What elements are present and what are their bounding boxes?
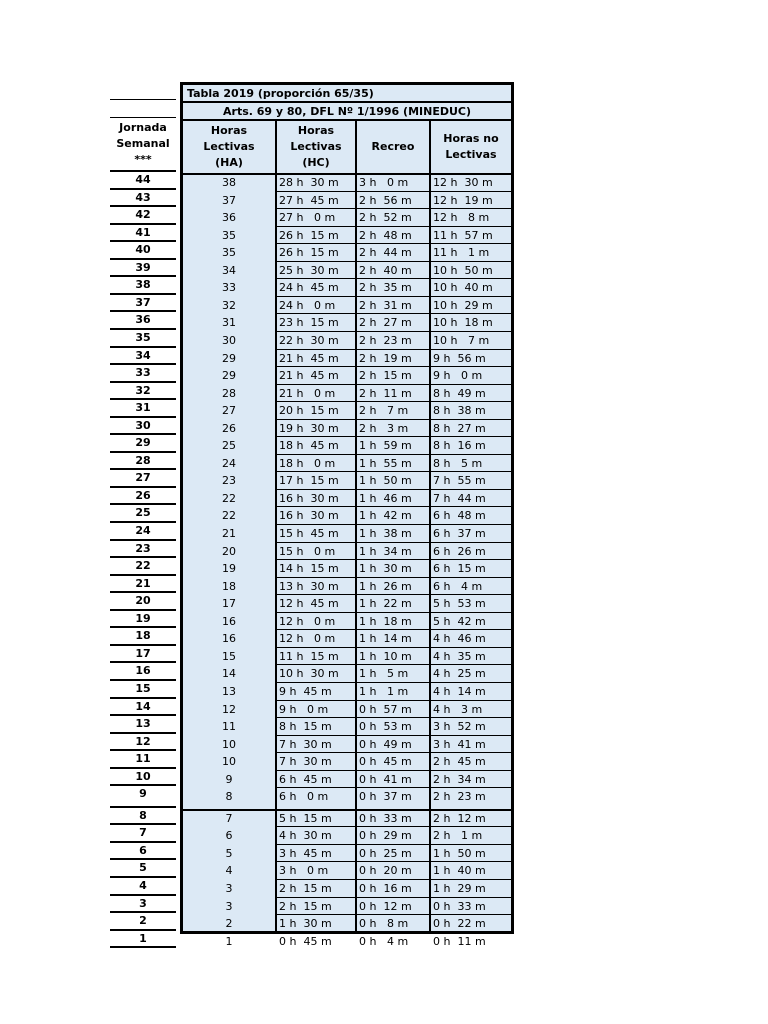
jornada-header-line3: *** bbox=[134, 153, 152, 166]
cell-horas-no-lectivas: 12 h 8 m bbox=[433, 211, 490, 225]
table-subtitle: Arts. 69 y 80, DFL Nº 1/1996 (MINEDUC) bbox=[183, 103, 511, 121]
cell-horas-lectivas-hc: 26 h 15 m bbox=[279, 246, 339, 260]
cell-horas-lectivas-ha: 23 bbox=[222, 474, 236, 488]
header-ha-line1: Horas bbox=[210, 124, 248, 137]
row-divider bbox=[275, 349, 511, 350]
cell-horas-no-lectivas: 1 h 29 m bbox=[433, 882, 486, 895]
cell-recreo: 2 h 27 m bbox=[359, 316, 412, 330]
cell-recreo: 1 h 5 m bbox=[359, 667, 409, 681]
cell-horas-no-lectivas: 8 h 49 m bbox=[433, 386, 486, 400]
cell-horas-lectivas-ha: 12 bbox=[222, 702, 236, 716]
header-no-lectivas-line1: Horas no bbox=[443, 132, 499, 145]
jornada-header-line2: Semanal bbox=[116, 137, 170, 150]
header-recreo bbox=[357, 121, 429, 173]
cell-horas-lectivas-ha: 14 bbox=[222, 667, 236, 681]
jornada-value: 8 bbox=[139, 808, 147, 822]
row-divider bbox=[275, 471, 511, 472]
jornada-value: 3 bbox=[139, 896, 147, 910]
row-divider bbox=[275, 366, 511, 367]
row-divider bbox=[275, 384, 511, 385]
cell-horas-lectivas-hc: 3 h 45 m bbox=[279, 846, 332, 860]
jornada-value: 4 bbox=[139, 879, 147, 892]
cell-recreo: 2 h 48 m bbox=[359, 228, 412, 242]
jornada-value: 7 bbox=[139, 826, 147, 840]
header-no-lectivas-line2: Lectivas bbox=[445, 148, 497, 161]
row-divider bbox=[275, 313, 511, 314]
row-divider bbox=[275, 717, 511, 718]
cell-recreo: 1 h 18 m bbox=[359, 614, 412, 628]
cell-horas-no-lectivas: 3 h 41 m bbox=[433, 737, 486, 751]
cell-horas-no-lectivas: 0 h 22 m bbox=[433, 917, 486, 931]
cell-horas-lectivas-hc: 25 h 30 m bbox=[279, 263, 339, 277]
jornada-value: 2 bbox=[139, 914, 147, 928]
jornada-value: 16 bbox=[135, 664, 151, 678]
cell-horas-lectivas-ha: 36 bbox=[222, 211, 236, 225]
cell-horas-lectivas-hc: 10 h 30 m bbox=[279, 667, 339, 681]
cell-horas-lectivas-ha: 16 bbox=[222, 614, 236, 628]
cell-horas-no-lectivas: 9 h 0 m bbox=[433, 369, 483, 383]
cell-horas-no-lectivas: 10 h 18 m bbox=[433, 316, 493, 330]
cell-horas-no-lectivas: 10 h 29 m bbox=[433, 298, 493, 312]
row-divider bbox=[275, 682, 511, 683]
cell-recreo: 1 h 46 m bbox=[359, 491, 412, 505]
jornada-value: 35 bbox=[135, 330, 151, 344]
row-divider bbox=[275, 879, 511, 880]
cell-recreo: 0 h 33 m bbox=[359, 811, 412, 825]
cell-horas-lectivas-hc: 12 h 0 m bbox=[279, 632, 336, 646]
cell-horas-lectivas-hc: 24 h 0 m bbox=[279, 298, 336, 312]
cell-horas-no-lectivas: 4 h 46 m bbox=[433, 632, 486, 646]
row-divider bbox=[275, 914, 511, 915]
jornada-value: 34 bbox=[135, 348, 151, 362]
jornada-value: 39 bbox=[135, 260, 151, 274]
cell-horas-lectivas-ha: 3 bbox=[225, 899, 233, 913]
cell-horas-no-lectivas: 4 h 3 m bbox=[433, 702, 483, 716]
cell-horas-no-lectivas: 10 h 50 m bbox=[433, 263, 493, 277]
row-divider bbox=[275, 278, 511, 279]
cell-horas-lectivas-hc: 18 h 0 m bbox=[279, 456, 336, 470]
main-table bbox=[180, 82, 514, 948]
jornada-value: 9 bbox=[139, 787, 147, 801]
row-divider bbox=[275, 577, 511, 578]
header-no-lectivas bbox=[431, 121, 511, 173]
row-divider bbox=[275, 559, 511, 560]
jornada-value: 36 bbox=[135, 313, 151, 327]
cell-horas-lectivas-ha: 19 bbox=[222, 562, 236, 576]
cell-recreo: 3 h 0 m bbox=[359, 176, 409, 189]
cell-horas-lectivas-ha: 37 bbox=[222, 193, 236, 207]
cell-horas-lectivas-ha: 15 bbox=[222, 649, 236, 663]
jornada-column bbox=[110, 82, 176, 945]
cell-horas-no-lectivas: 4 h 35 m bbox=[433, 649, 486, 663]
cell-horas-lectivas-hc: 27 h 45 m bbox=[279, 193, 339, 207]
cell-recreo: 1 h 26 m bbox=[359, 579, 412, 593]
cell-horas-no-lectivas: 5 h 53 m bbox=[433, 597, 486, 611]
cell-horas-lectivas-ha: 8 bbox=[225, 790, 233, 804]
cell-recreo: 1 h 14 m bbox=[359, 632, 412, 646]
cell-horas-lectivas-hc: 8 h 15 m bbox=[279, 720, 332, 734]
cell-horas-no-lectivas: 7 h 55 m bbox=[433, 474, 486, 488]
row-divider bbox=[275, 770, 511, 771]
row-divider bbox=[275, 594, 511, 595]
jornada-value: 17 bbox=[135, 646, 151, 660]
cell-horas-lectivas-ha: 16 bbox=[222, 632, 236, 646]
cell-horas-no-lectivas: 8 h 5 m bbox=[433, 456, 483, 470]
jornada-value: 14 bbox=[135, 699, 151, 713]
cell-horas-lectivas-ha: 10 bbox=[222, 737, 236, 751]
row-divider bbox=[275, 897, 511, 898]
cell-horas-no-lectivas: 0 h 33 m bbox=[433, 899, 486, 913]
jornada-value: 37 bbox=[135, 295, 151, 309]
row-divider bbox=[275, 524, 511, 525]
jornada-value: 6 bbox=[139, 843, 147, 857]
cell-horas-lectivas-ha: 34 bbox=[222, 263, 236, 277]
row-divider bbox=[275, 454, 511, 455]
header-hc bbox=[277, 121, 355, 173]
cell-recreo: 0 h 37 m bbox=[359, 790, 412, 804]
cell-horas-lectivas-hc: 12 h 45 m bbox=[279, 597, 339, 611]
cell-horas-no-lectivas: 5 h 42 m bbox=[433, 614, 486, 628]
cell-horas-lectivas-ha: 29 bbox=[222, 351, 236, 365]
row-divider bbox=[275, 243, 511, 244]
cell-horas-lectivas-ha: 28 bbox=[222, 386, 236, 400]
cell-recreo: 1 h 10 m bbox=[359, 649, 412, 663]
cell-horas-lectivas-ha: 2 bbox=[225, 917, 233, 931]
cell-recreo: 2 h 7 m bbox=[359, 404, 409, 418]
cell-horas-no-lectivas: 3 h 52 m bbox=[433, 720, 486, 734]
cell-recreo: 0 h 25 m bbox=[359, 846, 412, 860]
cell-horas-lectivas-ha: 5 bbox=[225, 846, 233, 860]
cell-horas-lectivas-ha: 32 bbox=[222, 298, 236, 312]
cell-recreo: 0 h 4 m bbox=[359, 934, 409, 948]
cell-horas-lectivas-hc: 14 h 15 m bbox=[279, 562, 339, 576]
cell-horas-no-lectivas: 2 h 12 m bbox=[433, 811, 486, 825]
row-divider bbox=[275, 261, 511, 262]
jornada-value: 18 bbox=[135, 629, 151, 643]
cell-recreo: 0 h 49 m bbox=[359, 737, 412, 751]
hours-table-sheet bbox=[110, 82, 514, 948]
cell-horas-lectivas-ha: 9 bbox=[225, 772, 233, 786]
header-hc-line2: Lectivas bbox=[290, 140, 342, 153]
cell-horas-lectivas-hc: 0 h 45 m bbox=[279, 934, 332, 948]
cell-horas-no-lectivas: 10 h 7 m bbox=[433, 333, 490, 347]
row-divider bbox=[275, 208, 511, 209]
cell-horas-lectivas-ha: 22 bbox=[222, 509, 236, 523]
cell-horas-lectivas-ha: 35 bbox=[222, 228, 236, 242]
cell-horas-lectivas-ha: 4 bbox=[225, 864, 233, 878]
jornada-value: 41 bbox=[135, 225, 151, 239]
jornada-value: 28 bbox=[135, 453, 151, 467]
cell-horas-no-lectivas: 10 h 40 m bbox=[433, 281, 493, 295]
cell-horas-lectivas-ha: 13 bbox=[222, 684, 236, 698]
row-divider bbox=[275, 664, 511, 665]
cell-recreo: 2 h 15 m bbox=[359, 369, 412, 383]
cell-horas-lectivas-ha: 7 bbox=[225, 811, 233, 825]
cell-horas-lectivas-ha: 24 bbox=[222, 456, 236, 470]
jornada-value: 23 bbox=[135, 541, 151, 555]
cell-horas-no-lectivas: 4 h 25 m bbox=[433, 667, 486, 681]
cell-horas-lectivas-hc: 15 h 0 m bbox=[279, 544, 336, 558]
cell-horas-no-lectivas: 6 h 26 m bbox=[433, 544, 486, 558]
cell-horas-lectivas-hc: 7 h 30 m bbox=[279, 737, 332, 751]
jornada-top-cell bbox=[110, 82, 176, 100]
cell-horas-lectivas-hc: 27 h 0 m bbox=[279, 211, 336, 225]
jornada-value: 33 bbox=[135, 366, 151, 380]
cell-recreo: 0 h 29 m bbox=[359, 829, 412, 843]
cell-recreo: 1 h 42 m bbox=[359, 509, 412, 523]
cell-horas-lectivas-hc: 18 h 45 m bbox=[279, 439, 339, 453]
cell-horas-lectivas-hc: 2 h 15 m bbox=[279, 899, 332, 913]
cell-recreo: 2 h 19 m bbox=[359, 351, 412, 365]
jornada-value: 38 bbox=[135, 278, 151, 292]
cell-horas-lectivas-ha: 27 bbox=[222, 404, 236, 418]
cell-horas-lectivas-ha: 1 bbox=[225, 934, 233, 948]
cell-horas-lectivas-ha: 35 bbox=[222, 246, 236, 260]
row-divider bbox=[275, 861, 511, 862]
cell-horas-no-lectivas: 9 h 56 m bbox=[433, 351, 486, 365]
cell-horas-lectivas-hc: 22 h 30 m bbox=[279, 333, 339, 347]
cell-horas-lectivas-hc: 23 h 15 m bbox=[279, 316, 339, 330]
cell-horas-lectivas-hc: 21 h 45 m bbox=[279, 351, 339, 365]
cell-recreo: 0 h 12 m bbox=[359, 899, 412, 913]
cell-horas-lectivas-hc: 19 h 30 m bbox=[279, 421, 339, 435]
jornada-blank-cell bbox=[110, 100, 176, 118]
cell-recreo: 1 h 59 m bbox=[359, 439, 412, 453]
jornada-value: 42 bbox=[135, 208, 151, 222]
jornada-value: 32 bbox=[135, 383, 151, 397]
cell-recreo: 1 h 1 m bbox=[359, 684, 409, 698]
cell-horas-lectivas-hc: 16 h 30 m bbox=[279, 491, 339, 505]
cell-recreo: 2 h 56 m bbox=[359, 193, 412, 207]
cell-horas-no-lectivas: 12 h 19 m bbox=[433, 193, 493, 207]
row-divider bbox=[275, 296, 511, 297]
cell-horas-lectivas-ha: 10 bbox=[222, 755, 236, 769]
cell-horas-lectivas-hc: 9 h 0 m bbox=[279, 702, 329, 716]
cell-horas-no-lectivas: 4 h 14 m bbox=[433, 684, 486, 698]
row-divider bbox=[275, 419, 511, 420]
cell-horas-no-lectivas: 8 h 38 m bbox=[433, 404, 486, 418]
row-divider bbox=[275, 331, 511, 332]
cell-horas-no-lectivas: 2 h 1 m bbox=[433, 829, 483, 843]
cell-horas-no-lectivas: 6 h 37 m bbox=[433, 527, 486, 540]
cell-horas-no-lectivas: 2 h 45 m bbox=[433, 755, 486, 769]
cell-horas-lectivas-ha: 6 bbox=[225, 829, 233, 843]
row-divider bbox=[275, 844, 511, 845]
cell-horas-lectivas-hc: 20 h 15 m bbox=[279, 404, 339, 418]
cell-horas-lectivas-hc: 7 h 30 m bbox=[279, 755, 332, 769]
jornada-value: 5 bbox=[139, 861, 147, 875]
cell-recreo: 0 h 16 m bbox=[359, 882, 412, 895]
jornada-value: 25 bbox=[135, 506, 151, 520]
row-divider bbox=[275, 226, 511, 227]
cell-horas-no-lectivas: 7 h 44 m bbox=[433, 491, 486, 505]
cell-horas-no-lectivas: 11 h 57 m bbox=[433, 228, 493, 242]
cell-horas-no-lectivas: 12 h 30 m bbox=[433, 176, 493, 189]
cell-horas-lectivas-hc: 16 h 30 m bbox=[279, 509, 339, 523]
cell-horas-lectivas-ha: 33 bbox=[222, 281, 236, 295]
cell-recreo: 2 h 31 m bbox=[359, 298, 412, 312]
header-recreo-label: Recreo bbox=[371, 140, 415, 153]
row-divider bbox=[275, 932, 511, 933]
cell-horas-lectivas-hc: 28 h 30 m bbox=[279, 176, 339, 189]
cell-horas-lectivas-hc: 21 h 45 m bbox=[279, 369, 339, 383]
cell-horas-lectivas-hc: 11 h 15 m bbox=[279, 649, 339, 663]
cell-recreo: 1 h 38 m bbox=[359, 527, 412, 540]
cell-horas-lectivas-ha: 20 bbox=[222, 544, 236, 558]
cell-recreo: 0 h 41 m bbox=[359, 772, 412, 786]
row-divider bbox=[275, 787, 511, 788]
jornada-value: 21 bbox=[135, 576, 151, 590]
cell-horas-lectivas-ha: 38 bbox=[222, 176, 236, 189]
cell-horas-lectivas-ha: 22 bbox=[222, 491, 236, 505]
cell-horas-no-lectivas: 1 h 40 m bbox=[433, 864, 486, 878]
cell-recreo: 0 h 20 m bbox=[359, 864, 412, 878]
row-divider bbox=[275, 542, 511, 543]
cell-horas-no-lectivas: 0 h 11 m bbox=[433, 934, 486, 948]
row-divider bbox=[275, 506, 511, 507]
jornada-value: 44 bbox=[135, 173, 151, 186]
jornada-value: 31 bbox=[135, 401, 151, 415]
jornada-value: 43 bbox=[135, 190, 151, 204]
cell-horas-lectivas-hc: 3 h 0 m bbox=[279, 864, 329, 878]
table-title: Tabla 2019 (proporción 65/35) bbox=[183, 85, 511, 103]
cell-recreo: 2 h 23 m bbox=[359, 333, 412, 347]
cell-horas-lectivas-hc: 15 h 45 m bbox=[279, 527, 339, 540]
cell-horas-lectivas-ha: 18 bbox=[222, 579, 236, 593]
jornada-value: 20 bbox=[135, 594, 151, 608]
cell-horas-lectivas-ha: 29 bbox=[222, 369, 236, 383]
row-divider bbox=[275, 436, 511, 437]
cell-horas-lectivas-hc: 5 h 15 m bbox=[279, 811, 332, 825]
cell-horas-lectivas-ha: 11 bbox=[222, 720, 236, 734]
jornada-value: 30 bbox=[135, 418, 151, 432]
row-divider bbox=[275, 700, 511, 701]
cell-recreo: 2 h 44 m bbox=[359, 246, 412, 260]
cell-horas-lectivas-ha: 30 bbox=[222, 333, 236, 347]
cell-horas-no-lectivas: 8 h 27 m bbox=[433, 421, 486, 435]
jornada-value: 26 bbox=[135, 488, 151, 502]
row-divider bbox=[275, 735, 511, 736]
jornada-value: 11 bbox=[135, 752, 151, 766]
jornada-header-line1: Jornada bbox=[119, 121, 167, 134]
cell-horas-no-lectivas: 2 h 34 m bbox=[433, 772, 486, 786]
cell-horas-lectivas-hc: 2 h 15 m bbox=[279, 882, 332, 895]
cell-horas-lectivas-hc: 21 h 0 m bbox=[279, 386, 336, 400]
cell-horas-lectivas-hc: 17 h 15 m bbox=[279, 474, 339, 488]
cell-horas-lectivas-hc: 26 h 15 m bbox=[279, 228, 339, 242]
header-hc-line1: Horas bbox=[297, 124, 335, 137]
cell-recreo: 1 h 50 m bbox=[359, 474, 412, 488]
header-ha-line2: Lectivas bbox=[203, 140, 255, 153]
cell-recreo: 0 h 57 m bbox=[359, 702, 412, 716]
cell-horas-no-lectivas: 2 h 23 m bbox=[433, 790, 486, 804]
cell-horas-no-lectivas: 6 h 15 m bbox=[433, 562, 486, 576]
cell-horas-no-lectivas: 8 h 16 m bbox=[433, 439, 486, 453]
row-divider bbox=[275, 629, 511, 630]
cell-recreo: 1 h 55 m bbox=[359, 456, 412, 470]
section-divider bbox=[183, 809, 511, 811]
row-divider bbox=[275, 489, 511, 490]
cell-recreo: 1 h 30 m bbox=[359, 562, 412, 576]
jornada-value: 12 bbox=[135, 734, 151, 748]
cell-horas-lectivas-ha: 25 bbox=[222, 439, 236, 453]
cell-horas-lectivas-ha: 26 bbox=[222, 421, 236, 435]
cell-recreo: 1 h 34 m bbox=[359, 544, 412, 558]
cell-recreo: 0 h 53 m bbox=[359, 720, 412, 734]
header-hc-line3: (HC) bbox=[302, 156, 330, 169]
cell-horas-lectivas-ha: 21 bbox=[222, 527, 236, 540]
cell-horas-lectivas-hc: 12 h 0 m bbox=[279, 614, 336, 628]
jornada-value: 15 bbox=[135, 681, 151, 695]
cell-horas-lectivas-ha: 31 bbox=[222, 316, 236, 330]
cell-recreo: 2 h 52 m bbox=[359, 211, 412, 225]
jornada-value: 22 bbox=[135, 559, 151, 573]
cell-horas-no-lectivas: 6 h 48 m bbox=[433, 509, 486, 523]
header-ha bbox=[183, 121, 275, 173]
cell-horas-lectivas-ha: 17 bbox=[222, 597, 236, 611]
row-divider bbox=[275, 191, 511, 192]
jornada-value: 19 bbox=[135, 611, 151, 625]
jornada-value: 13 bbox=[135, 717, 151, 731]
cell-recreo: 0 h 8 m bbox=[359, 917, 409, 931]
cell-recreo: 0 h 45 m bbox=[359, 755, 412, 769]
jornada-value: 10 bbox=[135, 769, 151, 783]
cell-horas-no-lectivas: 1 h 50 m bbox=[433, 846, 486, 860]
row-divider bbox=[275, 647, 511, 648]
cell-horas-lectivas-hc: 1 h 30 m bbox=[279, 917, 332, 931]
jornada-header bbox=[110, 120, 176, 170]
jornada-value: 1 bbox=[139, 931, 147, 945]
cell-horas-lectivas-ha: 3 bbox=[225, 882, 233, 895]
row-divider bbox=[275, 401, 511, 402]
cell-horas-lectivas-hc: 4 h 30 m bbox=[279, 829, 332, 843]
row-divider bbox=[275, 612, 511, 613]
jornada-bottom-rule bbox=[110, 946, 176, 948]
cell-recreo: 2 h 40 m bbox=[359, 263, 412, 277]
cell-recreo: 2 h 3 m bbox=[359, 421, 409, 435]
jornada-value: 24 bbox=[135, 524, 151, 537]
jornada-value: 40 bbox=[135, 243, 151, 257]
cell-horas-lectivas-hc: 6 h 45 m bbox=[279, 772, 332, 786]
jornada-value: 27 bbox=[135, 471, 151, 485]
jornada-value: 29 bbox=[135, 436, 151, 450]
cell-recreo: 2 h 35 m bbox=[359, 281, 412, 295]
row-divider bbox=[275, 826, 511, 827]
cell-horas-lectivas-hc: 9 h 45 m bbox=[279, 684, 332, 698]
row-divider bbox=[275, 752, 511, 753]
cell-horas-lectivas-hc: 13 h 30 m bbox=[279, 579, 339, 593]
cell-horas-lectivas-hc: 24 h 45 m bbox=[279, 281, 339, 295]
cell-horas-no-lectivas: 11 h 1 m bbox=[433, 246, 490, 260]
cell-recreo: 1 h 22 m bbox=[359, 597, 412, 611]
header-ha-line3: (HA) bbox=[215, 156, 243, 169]
cell-recreo: 2 h 11 m bbox=[359, 386, 412, 400]
cell-horas-no-lectivas: 6 h 4 m bbox=[433, 579, 483, 593]
cell-horas-lectivas-hc: 6 h 0 m bbox=[279, 790, 329, 804]
